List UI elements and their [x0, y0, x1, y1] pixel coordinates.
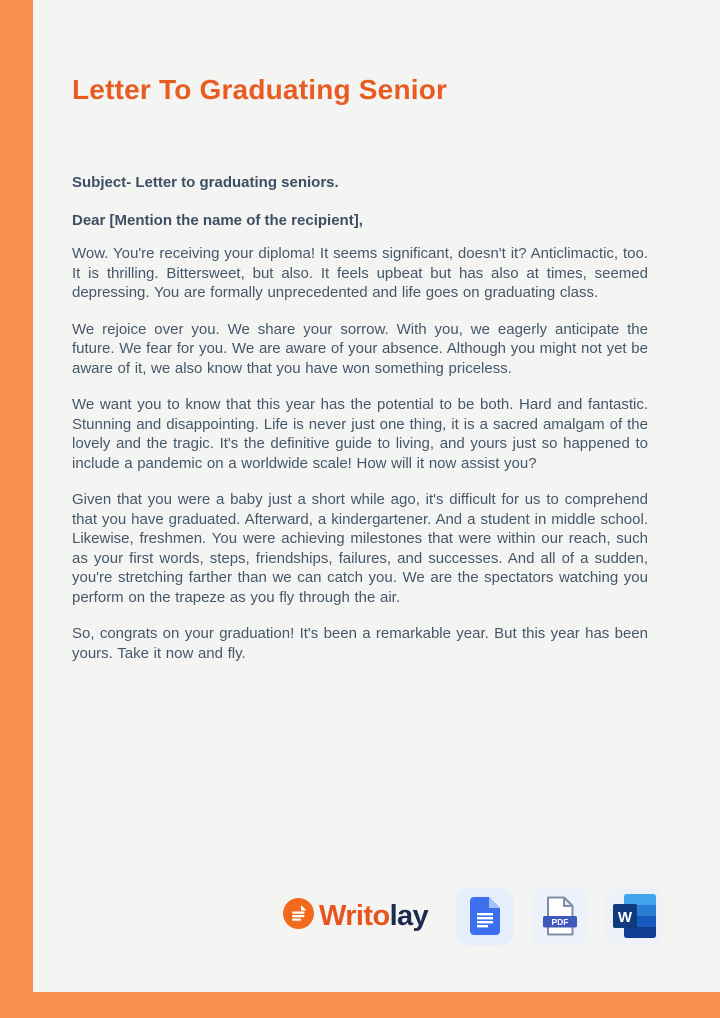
footer-brand-row [283, 884, 663, 948]
page-title: Letter To Graduating Senior [72, 74, 448, 105]
letter-content [33, 0, 720, 663]
letter-paragraph-5: So, congrats on your graduation! It's been a remarkable year. But this year has been yours. Take it now and fly. [72, 625, 648, 662]
writolay-logo[interactable] [283, 898, 428, 934]
letter-paragraph-3: We want you to know that this year has the potential to be both. Hard and fantastic. Stunning and disappointing. Life is never just one thing, it is a sacred amalgam of the lovely and the tragic. It's the definitive guide to living, and yours just so happened to include a pandemic on a worldwide scale! How will it now assist you? [72, 396, 648, 472]
subject-line: Subject- Letter to graduating seniors. [72, 174, 339, 191]
letter-paragraph-4: Given that you were a baby just a short while ago, it's difficult for us to comprehend that you have graduated. Afterward, a kindergartener. And a student in middle school. Likewise, freshmen. You were achieving milestones that were within our reach, such as your first words, steps, friendships, failures, and successes. And all of a sudden, you're stretching farther than we can catch you. We are the spectators watching you perform on the trapeze as you fly through the air. [72, 491, 648, 606]
salutation-line: Dear [Mention the name of the recipient], [72, 211, 363, 229]
brand-name-primary: Writo [319, 899, 390, 932]
google-docs-icon[interactable] [456, 888, 513, 945]
letter-paragraph-2: We rejoice over you. We share your sorrow. With you, we eagerly anticipate the future. We fear for you. We are aware of your absence. Although you might not yet be aware of it, we also know that you have won something priceless. [72, 320, 648, 377]
word-letter: W [617, 909, 632, 926]
writolay-document-icon [283, 898, 314, 934]
word-file-icon[interactable] [606, 888, 663, 945]
brand-name [319, 901, 428, 932]
pdf-label: PDF [551, 917, 569, 927]
letter-page [33, 0, 720, 992]
pdf-file-icon[interactable] [531, 888, 588, 945]
letter-paragraph-1: Wow. You're receiving your diploma! It seems significant, doesn't it? Anticlimactic, too. It is thrilling. Bittersweet, but also. It feels upbeat but has also at times, seemed depressing. You are formally unprecedented and life goes on graduating class. [72, 245, 648, 301]
brand-name-secondary: lay [389, 899, 429, 932]
